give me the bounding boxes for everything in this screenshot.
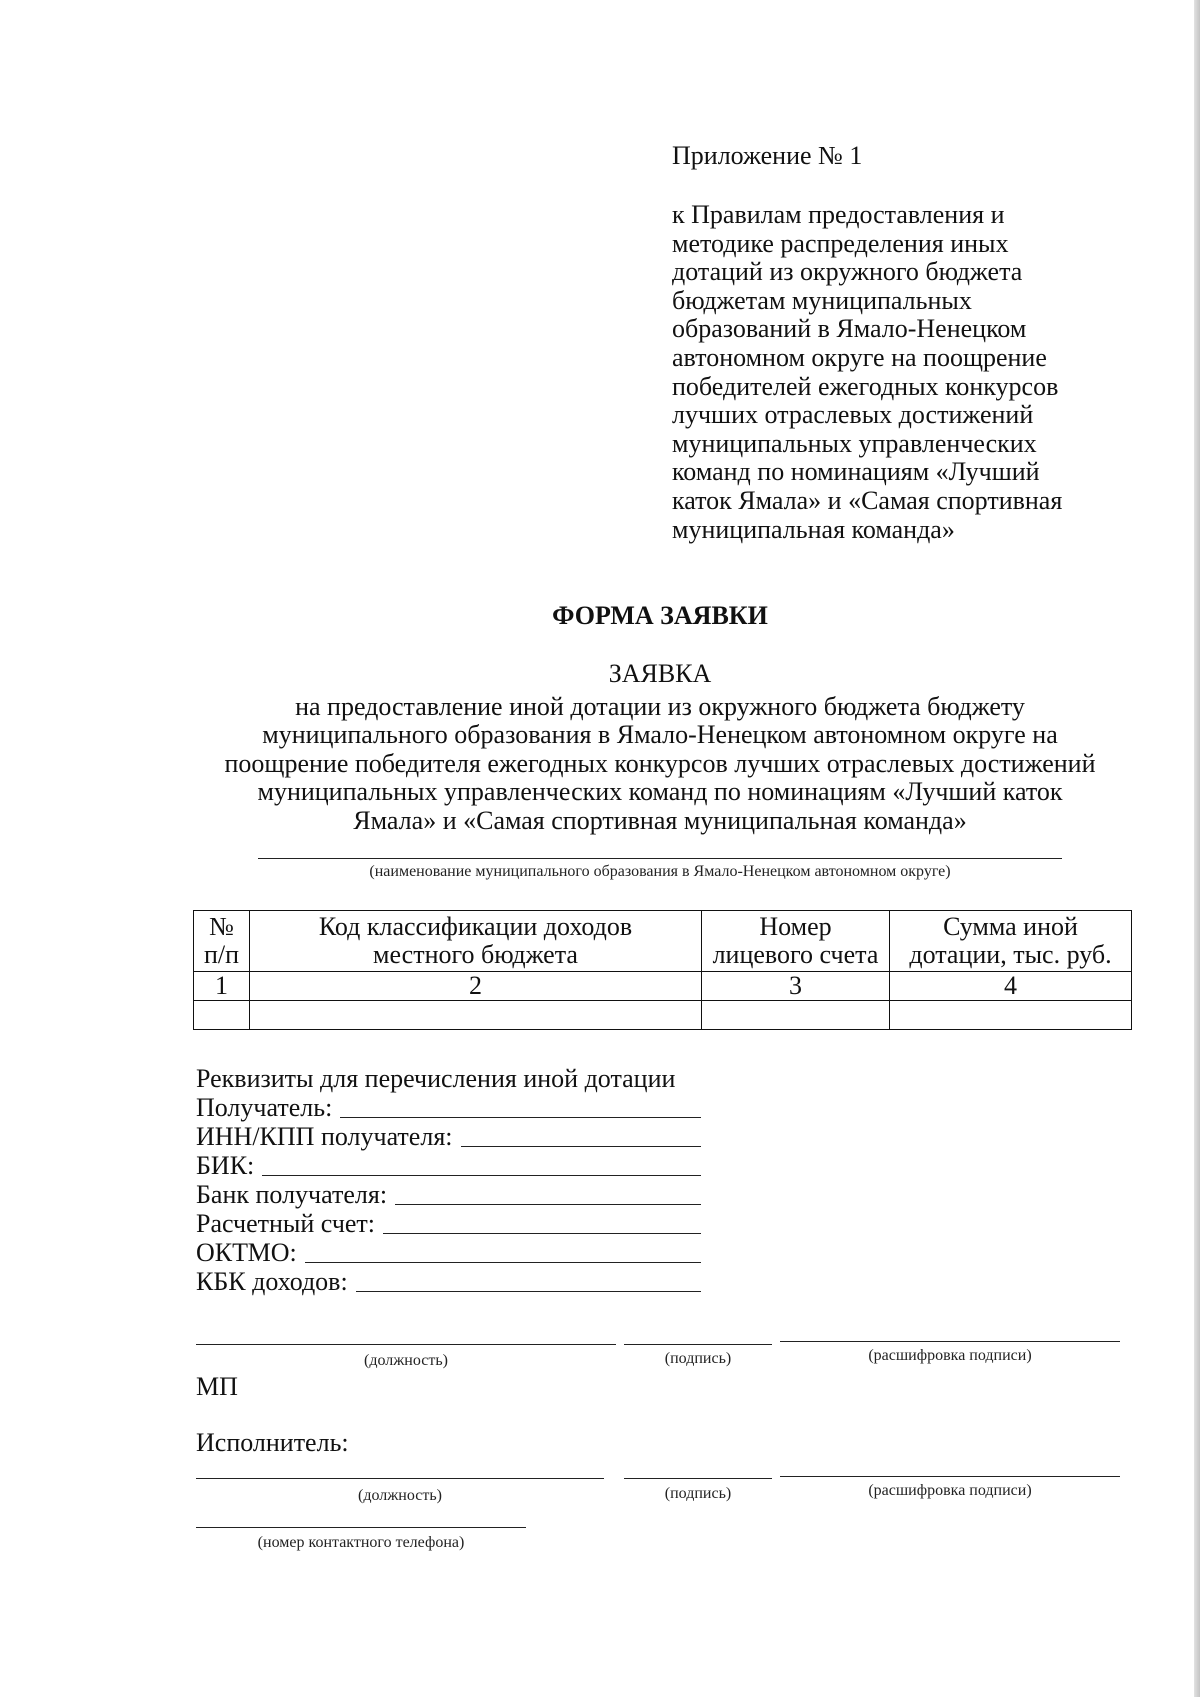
entry-cell[interactable] <box>702 1001 890 1030</box>
application-line: муниципальных управленческих команд по номинациям «Лучший каток <box>257 777 1063 807</box>
header-text: Код классификации доходов <box>318 912 633 941</box>
requisite-row-oktmo <box>196 1238 701 1267</box>
header-text: лицевого счета <box>712 940 879 969</box>
application-heading <box>0 660 1200 836</box>
signature-decoding-line[interactable] <box>780 1341 1120 1342</box>
executor-signature-caption: (подпись) <box>664 1485 732 1502</box>
appendix-line: к Правилам предоставления и <box>672 200 1005 229</box>
appendix-line: методике распределения иных <box>672 228 1009 258</box>
stamp-label: МП <box>196 1372 238 1401</box>
header-cell-account-number <box>702 911 890 972</box>
bank-field[interactable] <box>395 1204 701 1205</box>
header-text: № <box>209 912 234 941</box>
header-text: дотации, тыс. руб. <box>909 940 1112 969</box>
column-number-cell: 3 <box>702 972 890 1001</box>
appendix-line: каток Ямала» и «Самая спортивная <box>672 485 1063 515</box>
header-text: местного бюджета <box>373 940 578 969</box>
header-text: Номер <box>759 912 832 941</box>
requisite-label: ОКТМО: <box>196 1238 297 1267</box>
appendix-line: победителей ежегодных конкурсов <box>672 371 1059 401</box>
table-header-row <box>194 911 1132 972</box>
municipality-caption: (наименование муниципального образования в Ямало-Ненецком автономном округе) <box>369 863 951 880</box>
executor-label: Исполнитель: <box>196 1428 349 1457</box>
requisite-row-bik <box>196 1151 701 1180</box>
entry-cell[interactable] <box>250 1001 702 1030</box>
appendix-line: бюджетам муниципальных <box>672 285 972 315</box>
requisite-row-account <box>196 1209 701 1238</box>
table-row <box>194 1001 1132 1030</box>
header-cell-amount <box>890 911 1132 972</box>
requisite-label: КБК доходов: <box>196 1267 348 1296</box>
requisite-label: БИК: <box>196 1151 255 1180</box>
appendix-line: лучших отраслевых достижений <box>672 400 1034 430</box>
position-line[interactable] <box>196 1344 616 1345</box>
header-cell-income-code <box>250 911 702 972</box>
requisite-row-inn-kpp <box>196 1122 701 1151</box>
requisite-label: Расчетный счет: <box>196 1209 376 1238</box>
requisites-title: Реквизиты для перечисления иной дотации <box>196 1064 676 1093</box>
municipality-name-line[interactable] <box>258 858 1062 859</box>
requisite-row-recipient <box>196 1093 701 1122</box>
appendix-line: автономном округе на поощрение <box>672 342 1047 372</box>
column-number-cell: 1 <box>194 972 250 1001</box>
appendix-description <box>672 201 1152 544</box>
signature-caption: (подпись) <box>664 1350 732 1367</box>
requisite-label: ИНН/КПП получателя: <box>196 1122 453 1151</box>
executor-signature-line[interactable] <box>624 1478 772 1479</box>
column-number-cell: 2 <box>250 972 702 1001</box>
page-edge <box>1194 0 1200 1697</box>
appendix-line: муниципальная команда» <box>672 514 955 544</box>
recipient-field[interactable] <box>340 1117 701 1118</box>
executor-position-line[interactable] <box>196 1478 604 1479</box>
header-cell-number <box>194 911 250 972</box>
position-caption: (должность) <box>364 1352 448 1369</box>
phone-caption: (номер контактного телефона) <box>257 1534 465 1551</box>
inn-kpp-field[interactable] <box>461 1146 702 1147</box>
phone-line[interactable] <box>196 1527 526 1528</box>
kbk-field[interactable] <box>356 1291 701 1292</box>
appendix-line: команд по номинациям «Лучший <box>672 457 1040 487</box>
account-field[interactable] <box>383 1233 701 1234</box>
appendix-line: муниципальных управленческих <box>672 428 1037 458</box>
executor-decoding-caption: (расшифровка подписи) <box>868 1482 1032 1499</box>
column-number-cell: 4 <box>890 972 1132 1001</box>
appendix-title: Приложение № 1 <box>672 141 863 170</box>
application-line: Ямала» и «Самая спортивная муниципальная команда» <box>353 805 967 835</box>
requisite-label: Банк получателя: <box>196 1180 388 1209</box>
application-line: муниципального образования в Ямало-Ненецком автономном округе на <box>262 720 1058 750</box>
header-text: Сумма иной <box>943 912 1078 941</box>
bik-field[interactable] <box>262 1175 701 1176</box>
requisites-block <box>196 1064 701 1296</box>
table-row <box>194 972 1132 1001</box>
requisite-row-kbk <box>196 1267 701 1296</box>
oktmo-field[interactable] <box>305 1262 701 1263</box>
budget-table <box>193 910 1132 1030</box>
requisite-label: Получатель: <box>196 1093 333 1122</box>
entry-cell[interactable] <box>194 1001 250 1030</box>
application-line: поощрение победителя ежегодных конкурсов лучших отраслевых достижений <box>224 748 1096 778</box>
application-title: ЗАЯВКА <box>608 659 712 688</box>
appendix-line: образований в Ямало-Ненецком <box>672 314 1027 344</box>
executor-position-caption: (должность) <box>358 1487 442 1504</box>
form-title: ФОРМА ЗАЯВКИ <box>552 601 768 630</box>
executor-decoding-line[interactable] <box>780 1476 1120 1477</box>
requisite-row-bank <box>196 1180 701 1209</box>
application-line: на предоставление иной дотации из окружного бюджета бюджету <box>295 691 1025 721</box>
signature-decoding-caption: (расшифровка подписи) <box>868 1347 1032 1364</box>
appendix-line: дотаций из окружного бюджета <box>672 257 1023 287</box>
entry-cell[interactable] <box>890 1001 1132 1030</box>
signature-line[interactable] <box>624 1344 772 1345</box>
header-text: п/п <box>203 940 240 969</box>
